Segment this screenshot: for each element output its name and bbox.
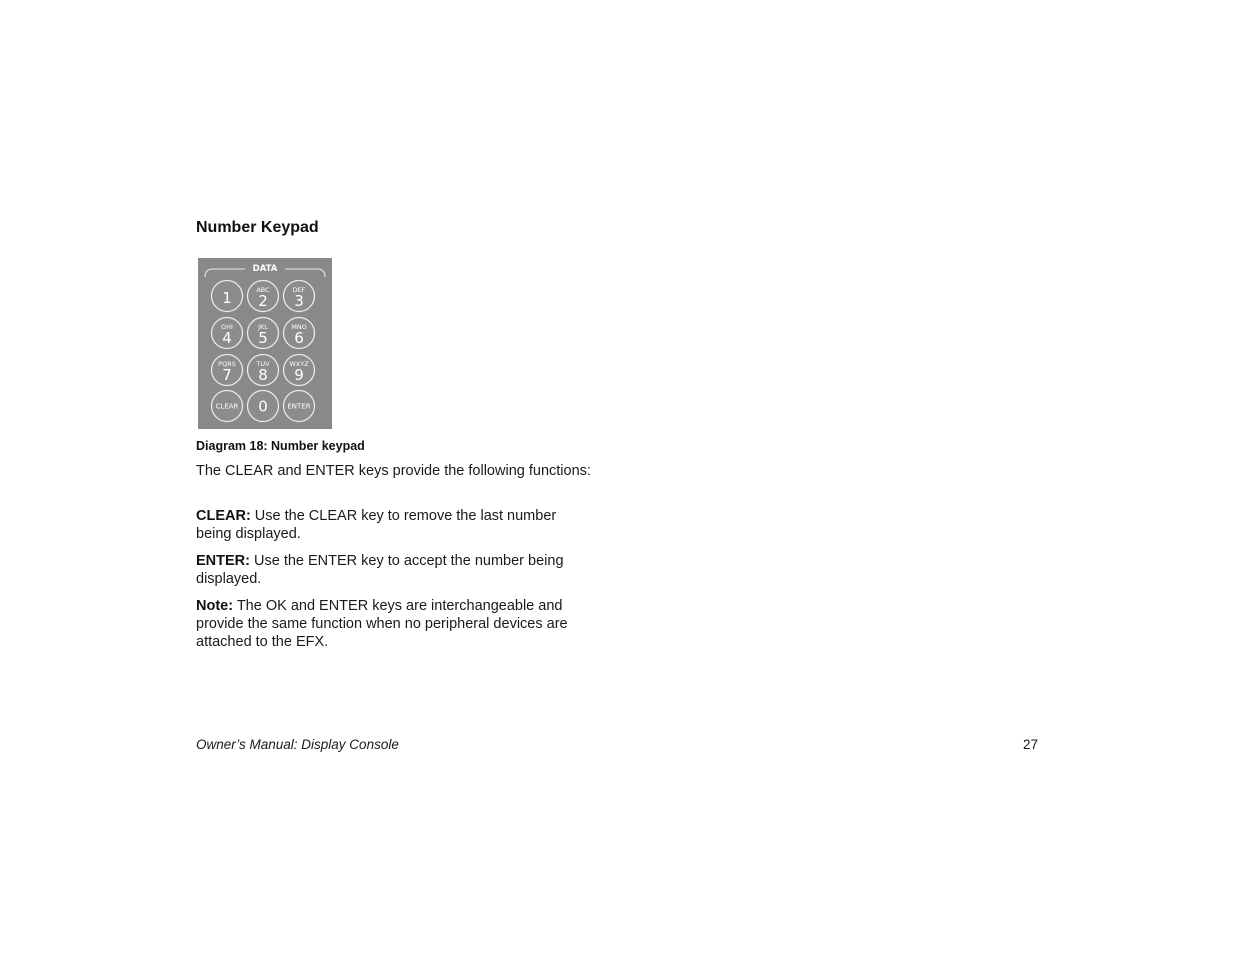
key-zero[interactable]: [248, 391, 279, 422]
key-8-digit: 8: [258, 366, 268, 384]
key-8[interactable]: [248, 355, 279, 386]
key-3-letters: DEF: [292, 286, 306, 294]
note-description: The OK and ENTER keys are interchangeable and provide the same function when no peripheral devices are attached to the EFX.: [196, 598, 568, 650]
enter-paragraph: [196, 552, 591, 588]
note-term: Note:: [196, 598, 234, 614]
keypad-illustration: [198, 258, 332, 429]
page-number: 27: [1022, 737, 1038, 752]
key-1-digit: 1: [222, 289, 232, 307]
key-4-digit: 4: [222, 329, 232, 347]
key-9-digit: 9: [294, 366, 304, 384]
footer-manual-title: Owner’s Manual: Display Console: [196, 737, 399, 752]
key-6-digit: 6: [294, 329, 304, 347]
key-3-digit: 3: [294, 292, 304, 310]
key-4-letters: GHI: [221, 323, 233, 331]
key-8-letters: TUV: [256, 360, 270, 368]
figure-caption: Diagram 18: Number keypad: [196, 439, 365, 453]
key-clear[interactable]: [212, 391, 243, 422]
key-2-letters: ABC: [256, 286, 270, 294]
key-4[interactable]: [212, 318, 243, 349]
key-5[interactable]: [248, 318, 279, 349]
key-zero-label: 0: [258, 397, 268, 416]
keys-layer: [212, 281, 315, 422]
clear-paragraph: [196, 507, 591, 543]
key-5-digit: 5: [258, 329, 268, 347]
key-2-digit: 2: [258, 292, 268, 310]
note-paragraph: [196, 597, 591, 651]
key-7[interactable]: [212, 355, 243, 386]
clear-term: CLEAR:: [196, 508, 251, 524]
data-group-label: DATA: [252, 264, 278, 274]
key-clear-label: CLEAR: [215, 402, 239, 411]
key-2[interactable]: [248, 281, 279, 312]
key-7-letters: PQRS: [218, 360, 236, 368]
data-bracket-left: [205, 269, 245, 277]
clear-description: Use the CLEAR key to remove the last number being displayed.: [196, 508, 557, 542]
data-bracket-right: [285, 269, 325, 277]
key-enter[interactable]: [284, 391, 315, 422]
key-7-digit: 7: [222, 366, 232, 384]
key-1[interactable]: [212, 281, 243, 312]
number-keypad-diagram: [198, 258, 332, 429]
intro-paragraph: The CLEAR and ENTER keys provide the following functions:: [196, 463, 591, 479]
key-enter-label: ENTER: [287, 402, 311, 411]
section-title: Number Keypad: [196, 219, 319, 236]
key-3[interactable]: [284, 281, 315, 312]
key-5-letters: JKL: [258, 323, 268, 331]
key-6[interactable]: [284, 318, 315, 349]
key-6-letters: MNO: [291, 323, 307, 331]
enter-term: ENTER:: [196, 553, 250, 569]
key-9-letters: WXYZ: [289, 360, 309, 368]
enter-description: Use the ENTER key to accept the number being displayed.: [196, 553, 564, 587]
key-9[interactable]: [284, 355, 315, 386]
